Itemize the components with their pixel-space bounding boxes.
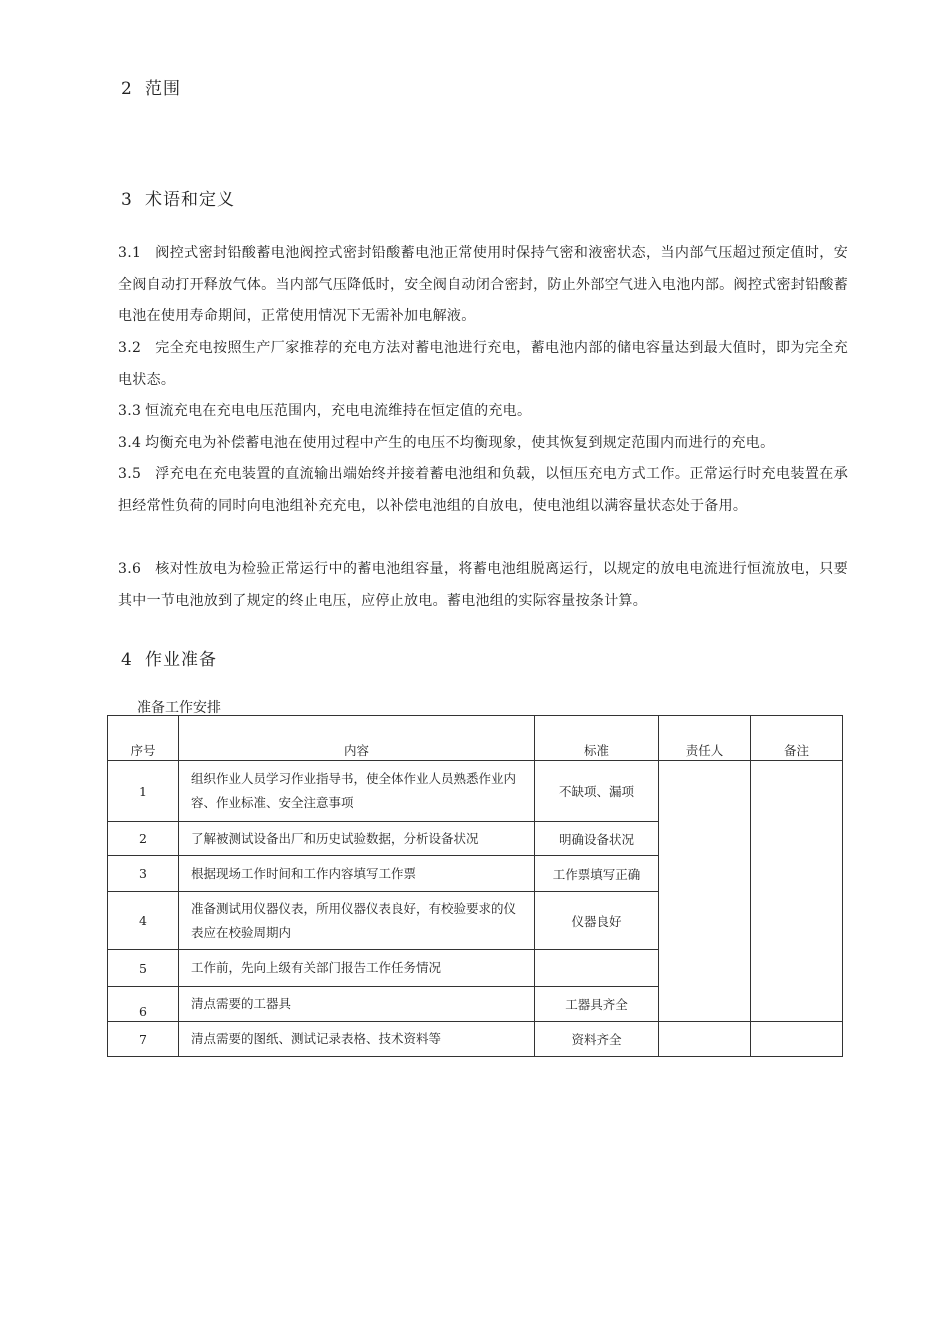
cell-content: 根据现场工作时间和工作内容填写工作票 (179, 856, 535, 892)
cell-content: 清点需要的图纸、测试记录表格、技术资料等 (179, 1022, 535, 1057)
definition-number: 3.2 (118, 340, 142, 356)
cell-content: 组织作业人员学习作业指导书，使全体作业人员熟悉作业内容、作业标准、安全注意事项 (179, 761, 535, 822)
definition-3-5 (118, 459, 848, 522)
header-content: 内容 (179, 716, 535, 761)
cell-seq: 6 (108, 987, 179, 1022)
definition-3-4 (118, 428, 848, 460)
section-number: 3 (121, 190, 133, 210)
cell-content: 清点需要的工器具 (179, 987, 535, 1022)
definition-text: 核对性放电为检验正常运行中的蓄电池组容量，将蓄电池组脱离运行，以规定的放电电流进行恒流放电，只要其中一节电池放到了规定的终止电压，应停止放电。蓄电池组的实际容量按条计算。 (118, 561, 848, 609)
cell-seq: 3 (108, 856, 179, 892)
definition-text: 完全充电按照生产厂家推荐的充电方法对蓄电池进行充电，蓄电池内部的储电容量达到最大值时，即为完全充电状态。 (118, 340, 848, 388)
header-seq: 序号 (108, 716, 179, 761)
section-title: 作业准备 (145, 650, 217, 670)
definition-number: 3.5 (118, 466, 142, 482)
prep-work-table (107, 715, 843, 1057)
cell-remark-merged (751, 761, 843, 1022)
definition-text: 恒流充电在充电电压范围内，充电电流维持在恒定值的充电。 (145, 403, 532, 419)
definition-text: 浮充电在充电装置的直流输出端始终并接着蓄电池组和负载，以恒压充电方式工作。正常运行时充电装置在承担经常性负荷的同时向电池组补充充电，以补偿电池组的自放电，使电池组以满容量状态处于备用。 (118, 466, 848, 514)
cell-standard: 仪器良好 (535, 892, 659, 950)
cell-standard: 不缺项、漏项 (535, 761, 659, 822)
definition-3-3 (118, 396, 848, 428)
cell-content: 了解被测试设备出厂和历史试验数据，分析设备状况 (179, 822, 535, 856)
section-number: 4 (121, 650, 133, 670)
definition-number: 3.3 (118, 403, 142, 419)
definition-number: 3.1 (118, 245, 142, 261)
cell-standard: 工作票填写正确 (535, 856, 659, 892)
definition-number: 3.6 (118, 561, 142, 577)
definition-text: 均衡充电为补偿蓄电池在使用过程中产生的电压不均衡现象，使其恢复到规定范围内而进行的充电。 (145, 435, 775, 451)
cell-seq: 2 (108, 822, 179, 856)
table-header-row (108, 716, 843, 761)
cell-owner (659, 1022, 751, 1057)
cell-standard: 工器具齐全 (535, 987, 659, 1022)
cell-seq: 7 (108, 1022, 179, 1057)
definition-3-6 (118, 554, 848, 617)
section-4-heading (121, 645, 217, 670)
definition-3-1 (118, 238, 848, 333)
table-caption: 准备工作安排 (137, 700, 221, 716)
section-title: 范围 (145, 79, 181, 99)
table-row (108, 1022, 843, 1057)
cell-seq: 1 (108, 761, 179, 822)
header-owner: 责任人 (659, 716, 751, 761)
cell-owner-merged (659, 761, 751, 1022)
table-row (108, 761, 843, 822)
cell-standard (535, 950, 659, 987)
header-standard: 标准 (535, 716, 659, 761)
cell-content: 准备测试用仪器仪表，所用仪器仪表良好，有校验要求的仪表应在校验周期内 (179, 892, 535, 950)
definition-number: 3.4 (118, 435, 142, 451)
section-number: 2 (121, 79, 133, 99)
definition-text: 阀控式密封铅酸蓄电池阀控式密封铅酸蓄电池正常使用时保持气密和液密状态，当内部气压超过预定值时，安全阀自动打开释放气体。当内部气压降低时，安全阀自动闭合密封，防止外部空气进入电池内部。阀控式密封铅酸蓄电池在使用寿命期间，正常使用情况下无需补加电解液。 (118, 245, 848, 324)
cell-content: 工作前，先向上级有关部门报告工作任务情况 (179, 950, 535, 987)
section-title: 术语和定义 (145, 190, 235, 210)
section-3-heading (121, 185, 235, 210)
section-2-heading (121, 74, 181, 99)
definition-3-2 (118, 333, 848, 396)
header-remark: 备注 (751, 716, 843, 761)
cell-standard: 资料齐全 (535, 1022, 659, 1057)
cell-seq: 4 (108, 892, 179, 950)
cell-standard: 明确设备状况 (535, 822, 659, 856)
cell-remark (751, 1022, 843, 1057)
cell-seq: 5 (108, 950, 179, 987)
